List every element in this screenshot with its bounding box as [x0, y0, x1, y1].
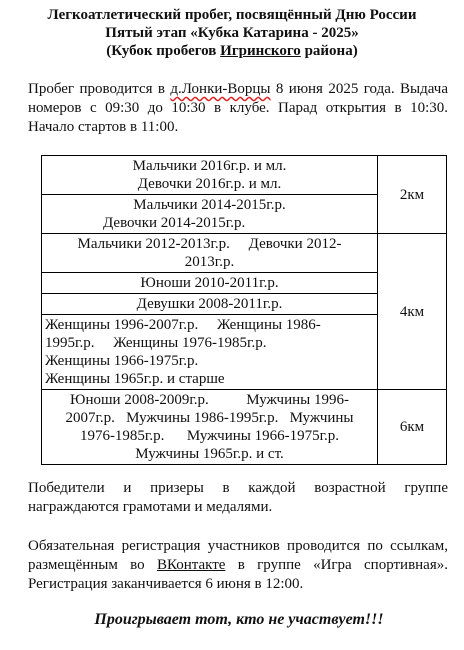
- document-title: [0, 6, 464, 60]
- title-line-3: [0, 42, 464, 60]
- vk-link-text: ВКонтакте: [156, 557, 226, 573]
- group-cell: [42, 156, 378, 195]
- group-cell: Юноши 2010-2011г.р.: [42, 273, 378, 294]
- intro-part-2: 8 июня 2025 года. Выдача номеров с 09:30 до 10:30 в клубе. Парад открытия в 10:30. Начало стартов в 11:00.: [28, 81, 448, 135]
- group-line: Женщины 1965г.р. и старше: [45, 371, 225, 387]
- distance-cell: 6км: [378, 390, 447, 465]
- table-row: [42, 156, 447, 195]
- group-line: Мальчики 2014-2015г.р.: [133, 197, 286, 213]
- group-line: Мальчики 2016г.р. и мл.: [132, 158, 287, 174]
- title-line-3-suffix: района): [300, 43, 358, 59]
- group-line: 2013г.р.: [184, 254, 235, 270]
- category-table: [41, 155, 447, 465]
- group-cell: Девушки 2008-2011г.р.: [42, 294, 378, 315]
- registration-part-1: Обязательная регистрация участников проводится по ссылкам, размещённым во: [28, 538, 448, 573]
- group-line: Девочки 2014-2015г.р.: [103, 215, 246, 231]
- table-row: [42, 390, 447, 465]
- group-line: 2007г.р. Мужчины 1986-1995г.р. Мужчины: [65, 410, 354, 426]
- group-line: Юноши 2008-2009г.р. Мужчины 1996-: [70, 392, 349, 408]
- group-line: 1976-1985г.р. Мужчины 1966-1975г.р.: [79, 428, 340, 444]
- group-line: Девочки 2016г.р. и мл.: [137, 176, 282, 192]
- group-cell: [42, 315, 378, 390]
- distance-cell: 2км: [378, 156, 447, 234]
- closing-slogan: Проигрывает тот, кто не участвует!!!: [94, 611, 384, 628]
- group-line: Женщины 1996-2007г.р. Женщины 1986-: [45, 317, 321, 333]
- intro-paragraph: [28, 80, 448, 137]
- intro-place: д.Лонки-Ворцы: [170, 81, 271, 97]
- group-cell: [42, 234, 378, 273]
- group-line: 1995г.р. Женщины 1976-1985г.р.: [45, 335, 267, 351]
- awards-paragraph: Победители и призеры в каждой возрастной группе награждаются грамотами и медалями.: [28, 480, 448, 515]
- group-cell: [42, 390, 378, 465]
- group-line: Мужчины 1965г.р. и ст.: [135, 446, 284, 462]
- registration-part-2: в группе «Игра спортивная». Регистрация заканчивается 6 июня в 12:00.: [28, 557, 448, 592]
- title-district: Игринского: [220, 43, 301, 59]
- title-line-1: Легкоатлетический пробег, посвящённый Дню России: [47, 7, 417, 23]
- distance-cell: 4км: [378, 234, 447, 390]
- group-cell: [42, 195, 378, 234]
- group-line: Мальчики 2012-2013г.р. Девочки 2012-: [77, 236, 342, 252]
- title-line-2: Пятый этап «Кубка Катарина - 2025»: [105, 25, 359, 41]
- group-line: Женщины 1966-1975г.р.: [45, 353, 199, 369]
- intro-part-1: Пробег проводится в: [28, 81, 171, 97]
- table-row: [42, 234, 447, 273]
- title-line-3-prefix: (Кубок пробегов: [106, 43, 221, 59]
- registration-paragraph: [28, 537, 448, 594]
